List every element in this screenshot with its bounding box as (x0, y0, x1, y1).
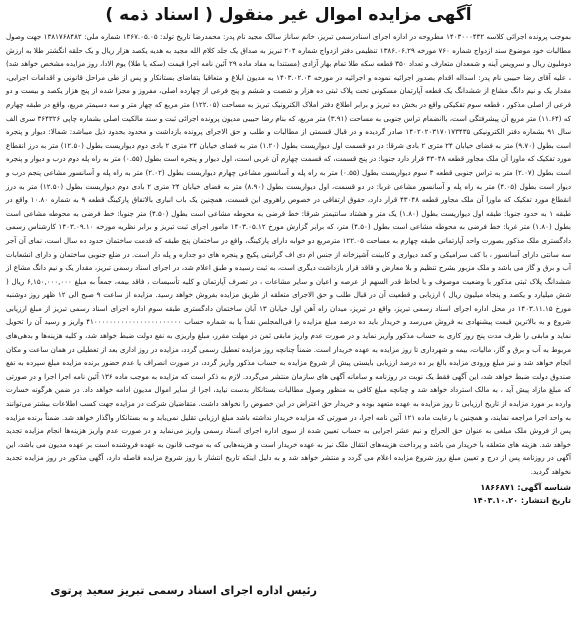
publish-value: ۱۴۰۳.۱۰.۲۰ (472, 495, 519, 505)
serial-label: شناسه آگهی: (517, 482, 571, 492)
serial-value: ۱۸۶۶۸۷۱ (480, 482, 515, 492)
notice-signature: رئیس اداره اجرای اسناد رسمی تبریز سعید پرتوی (50, 584, 317, 597)
notice-title: آگهی مزایده اموال غیر منقول ( اسناد ذمه ) (105, 5, 472, 25)
notice-meta (6, 481, 571, 507)
publish-label: تاریخ انتشار: (520, 495, 571, 505)
publish-row (6, 494, 571, 507)
notice-body: بموجب پرونده اجرائی کلاسه ۱۴۰۳۰۰۰۴۳۲ مطروحه در اداره اجرای اسنادرسمی تبریز، خانم ساناز سالک مجید نام پدر: محمدرضا تاریخ تولد: ۱۳۶۷.۰۵.۰۵ شماره ملی: ۱۳۸۱۷۶۸۴۸۲ جهت وصول مطالبات خود موضوع سند ازدواج شماره ۷۶۰ مورخه ۱۳۸۶.۰۶.۲۹ تنظیمی دفتر ازدواج شماره ۲۰۴ تبریز به صداق یک جلد کلام الله مجید به هدیه یکصد هزار ریال و یک حلقه انگشتر طلا به ارزش دوملیون ریال و سرویس آینه و شمعدان متعارف و تعداد ۳۵۰ قطعه سکه طلا تمام بهار آزادی (مستندا به مفاد ماده ۲۹ آئین نامه اجرا قیمت (سکه یا طلا) یوم الادا، روز مزایده مشخص خواهد شد) ، علیه آقای رضا حبیبی نام پدر: اسداله اقدام بصدور اجرائیه نموده و اجرائیه در مورخه ۱۴۰۳.۰۲.۰۴ به مدیون ابلاغ و متعاقبا بتقاضای بستانکار و پس از طی مراحل قانونی و اقدامات اجرایی، مقدار یک و نیم دانگ مشاع از ششدانگ یک قطعه آپارتمان مسکونی تحت پلاک ثبتی ده هزار و شصت و ششم و پنج فرعی از چهارده اصلی، مفروز و مجزا شده از پنج هزار یکصد و بیست و دو فرعی از اصلی مذکور ، قطعه سوم تفکیکی واقع در بخش ده تبریز و برابر اطلاع دفتر املاک الکترونیک تبریز به مساحت (۱۲۲.۰۵) متر مربع که چهار متر و سه دسیمتر مربع، واقع در طبقه چهارم که (۱۱.۶۴) متر مربع آن پیشرفتگی است، باانضمام تراس جنوبی به مساحت (۳.۹۱) متر مربع، که بنام رضا حبیبی مدیون پرونده اجرائی ثبت و سند مالکیت اصلی بشماره چاپی ۳۶۴۳۲۶ سری الف سال ۹۱ بشماره دفتر الکترونیکی ۱۴۰۲۰۲۰۳۱۷۰۱۷۳۴۳۵ صادر گردیده و در قبال قسمتی از مطالبات و طلب و حق الاجرای پرونده بازداشت و محدود بحدود ذیل میباشد: شمالا: دیوار و پنجره است بطول (۹.۷۰) متر به فضای خیابان ۲۴ متری ۲ بادی شرقا: در دو قسمت اول دیواریست بطول (۱.۲۰) متر به فضای خیابان ۲۴ متری ۲ بادی دوم دیواریست بطول (۱۲.۵۰) متر به درز انقطاع مورد تفکیک که ماورا آن ملک مجاور قطعه ۴۳۰۴۸ قرار دارد جنوبا: در پنج قسمت، که قسمت چهارم آن غربی است، اول دیوار و پنجره است بطول (۰.۵۵) متر به راه پله دوم درب و دیوار و پنجره است بطول (۲.۰۷) متر به تراس جنوبی قطعه ۳ سوم دیواریست بطول (۰.۵۵) متر به راه پله و آسانسور مشاعی چهارم دیواریست بطول (۲.۰۲) متر به راه پله و آسانسور مشاعی پنجم درب و دیوار است بطول (۴.۰۵) متر به راه پله و آسانسور مشاعی غربا: در دو قسمت، اول دیواریست بطول (۸.۹۰) متر به فضای خیابان ۲۴ متری ۲ بادی دوم دیواریست بطول (۱۲.۵۰) متر به درز انقطاع مورد تفکیک که ماورا آن ملک مجاور قطعه ۴۳۰۴۸ قرار دارد، حقوق ارتفاقی در خصوص راهروی این قسمت، همچنین یک باب انباری بالاتفاق پارکینگ قطعه ۹ به شماره ۱۰.۸۰ واقع در طبقه ۱ به حدود جنوبا: طبقه اول دیواریست بطول (۱.۸۰) یک متر و هشتاد سانتیمتر شرقا: خط فرضی به محوطه مشاعی است بطول (۴.۵۰) متر جنوبا: خط فرضی به محوطه مشاعی است بطول (۱.۸۰) متر غربا: خط فرضی به محوطه مشاعی است بطول (۴.۵۰) متر، که برابر گزارش مورخ ۱۴۰۳.۰۵.۱۲ مامور اجرای ثبت تبریز و برابر نظریه مورخه ۱۴۰۳.۰۹.۱۰ کارشناس رسمی دادگستری ملک مذکور بصورت واحد آپارتمانی طبقه چهارم به مساحت ۱۲۲.۰۵ مترمربع دو خوابه دارای پارکینگ، واقع در ساختمان پنج طبقه که قدمت ساختمان حدود ده سال است، نمای آن آجر سه سانتی دارای آسانسور ، با کف سرامیکی و کمد دیواری و کابینت آشپزخانه از جنس ام دی اف گرانیتی پکیج و پنجره های دو جداره و پله دار است. در ضلع جنوبی ساختمان و دارای انشعابات آب و برق و گاز می باشد و ملک مزبور بشرح تنظیم و بلا معارض و فاقد قرار بازداشت دیگری است، به ثبت رسیده و طبق اعلام شد، در اجرای اسناد رسمی تبریز، مقدار یک و نیم دانگ مشاع از ششدانگ پلاک ثبتی مذکور با وضعیت موصوف و با لحاظ قدر السهم از عرصه و اعیان و سایر مشاعات ، در تصرف آپارتمان و کلیه تأسیسات ، فاقد بیمه، جمعاً به مبلغ ۶,۱۵۰,۰۰۰,۰۰۰ ریال ( شش میلیارد و یکصد و پنجاه میلیون ریال ) ارزیابی و قطعیت آن در قبال طلب و حق الاجرای متعلقه از طریق مزایده بفروش خواهد رسید. مزایده از ساعت ۹ صبح الی ۱۲ ظهر روز دوشنبه مورخ ۱۴۰۳.۱۱.۱۵ در محل اداره اجرای اسناد رسمی تبریز، واقع در تبریز، میدان راه آهن اول خیابان ۱۳ آبان ساختمان دادگستری طبقه سوم اداره اجرای اسناد رسمی تبریز از مبلغ ارزیابی شروع و به بالاترین قیمت پیشنهادی به فروش می‌رسد و خریدار باید ده درصد مبلغ مزایده را فی‌المجلس نقداً یا به شماره حساب ۴۱۰۰۰۰۰۰۰۰۰۰۰۰۰۰۰۰۰۰۰۰۰۰۰ واریز و رسید آن را تحویل نماید و مابقی را ظرف مدت پنج روز کاری به حساب مذکور واریز نماید و در صورت عدم واریز مابقی ثمن در مهلت مقرر، مبلغ واریزی به نفع دولت ضبط خواهد شد، و کلیه هزینه‌ها و بدهی‌های مربوط به آب و برق و گاز، مالیات، بیمه و شهرداری تا روز مزایده به عهده خریدار است. ضمناً چنانچه روز مزایده تعطیل رسمی گردد، مزایده در روز اداری بعد از تعطیلی در همان ساعت و مکان انجام خواهد شد و نیز مبلغ ورودی مزایده بالغ بر ده درصد ارزیابی بایستی پیش از شروع مزایده به حساب مذکور واریز گردد، در صورت انصراف یا عدم حضور برنده مزایده مبلغ سپرده به نفع صندوق دولت ضبط خواهد شد، این آگهی فقط یک نوبت در روزنامه و سامانه آگهی های سازمان منتشر می‌گردد. لازم به ذکر است که مزایده به موجب ماده ۱۳۶ آئین نامه اجرا اجرا و در صورتی که مبلغ مازاد پیش آید ، به مالک استرداد خواهد شد و چنانچه مبلغ کافی به منظور وصول مطالبات بستانکار بدست نیاید، اجرا از سایر اموال مدیون ادامه خواهد داد. در ضمن هرگونه خسارت وارده بر مورد مزایده از تاریخ ارزیابی تا روز مزایده به عهده متعهد بوده و خریدار حق اعتراض در این خصوص را نخواهد داشت. متقاضیان شرکت در مزایده جهت کسب اطلاعات بیشتر می‌توانند به واحد اجرا مراجعه نمایند، و همچنین با رعایت ماده ۱۲۱ آئین نامه اجرا، در صورتی که مزایده خریدار نداشته باشد مبلغ ارزیابی تقلیل نمی‌یابد و به بستانکار واگذار خواهد شد. ضمناً برنده مزایده پس از فروش ملک مبلغی به عنوان حق الحراج و نیم عشر اجرایی به حساب تعیین شده از سوی اداره اجرای اسناد رسمی واریز می‌نماید و در صورت عدم واریز هزینه‌ها انجام مزایده تجدید خواهد شد. هزینه های متعلقه با خریدار می باشد و پرداخت هزینه‌های انتقال ملک نیز به عهده خریدار است و هزینه‌هایی که به موجب قانون به عهده فروشنده است بر عهده مدیون می باشد، این آگهی در روزنامه پس از درج و تعیین مبلغ روز شروع مزایده اعلام می گردد و منتشر خواهد شد و به دلیل اینکه تاریخ انتشار با روز شروع مزایده فاصله دارد، آگهی مذکور در روز مزایده تجدید نخواهد گردید. (6, 32, 572, 476)
serial-row (6, 481, 571, 494)
